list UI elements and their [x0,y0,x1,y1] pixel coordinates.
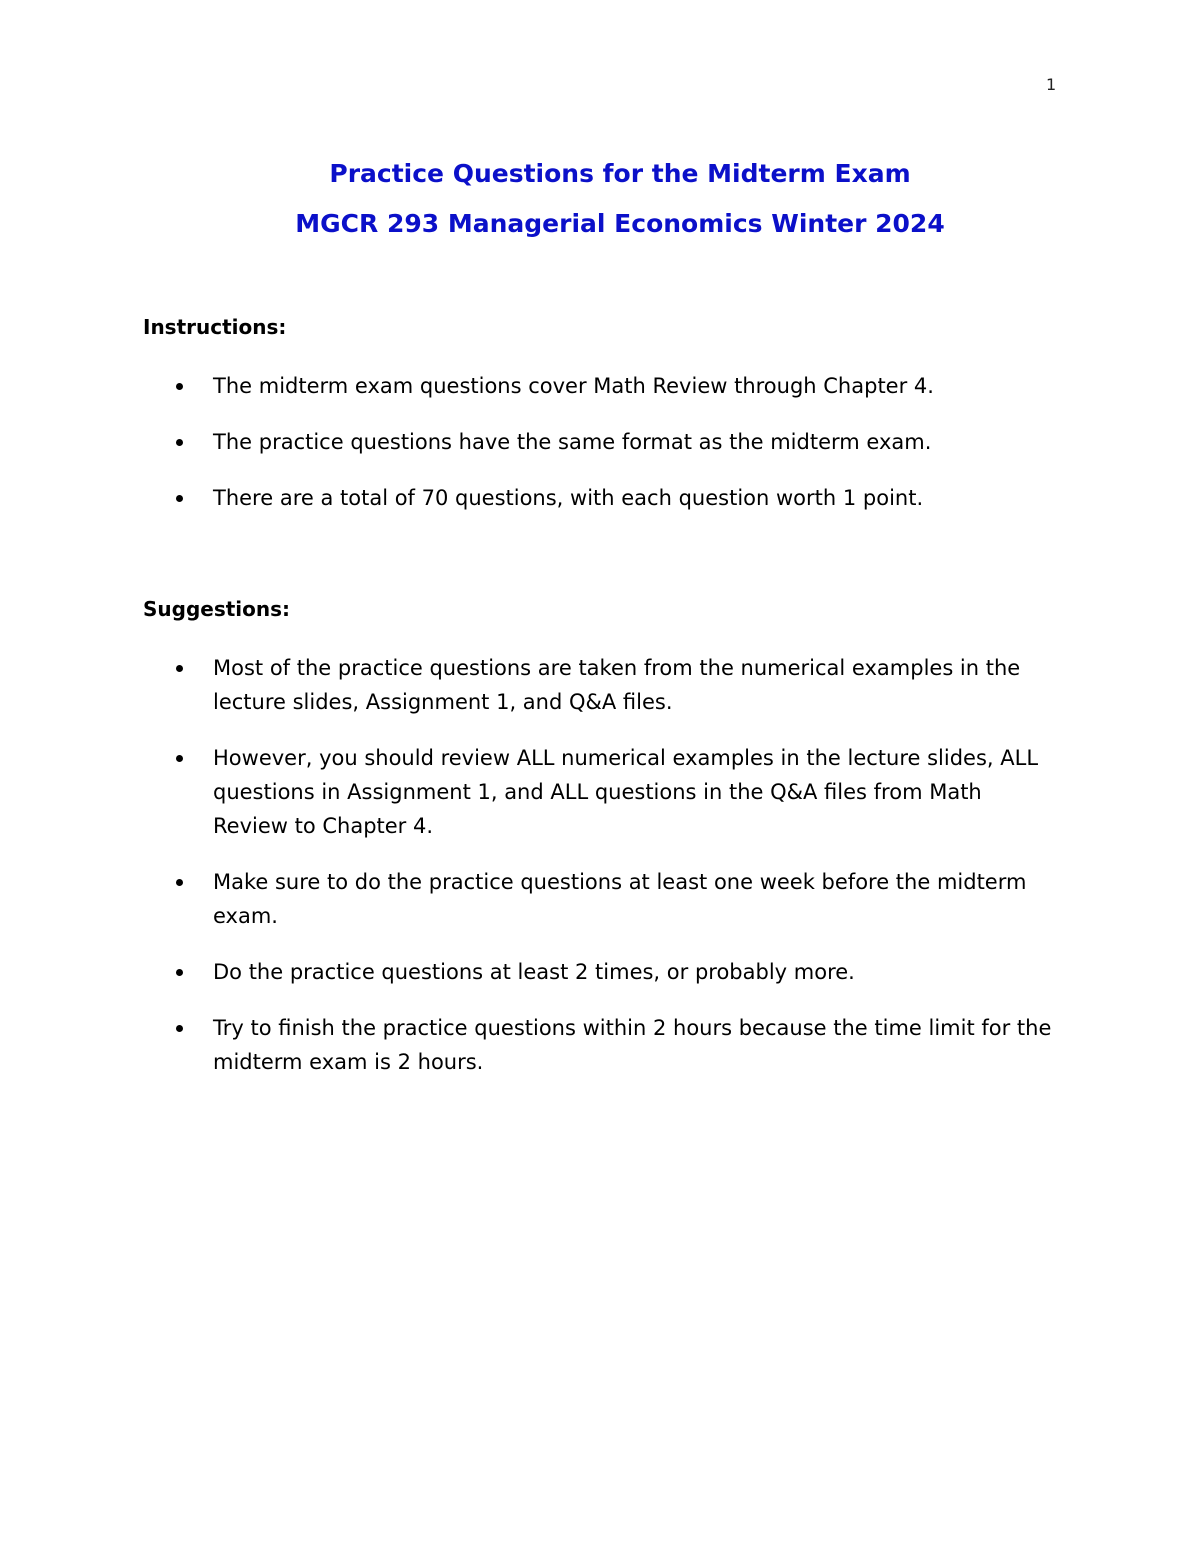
bullet-icon [176,439,183,446]
instructions-list [143,369,1063,515]
list-item [143,1011,1063,1079]
list-item [143,481,1063,515]
list-item [143,425,1063,459]
list-item-text: Do the practice questions at least 2 times, or probably more. [213,960,855,984]
list-item-text: The midterm exam questions cover Math Review through Chapter 4. [213,374,934,398]
list-item-text: Most of the practice questions are taken from the numerical examples in the lecture slides, Assignment 1, and Q&A files. [213,656,1021,714]
bullet-icon [176,383,183,390]
title-line-2: MGCR 293 Managerial Economics Winter 2024 [295,209,945,238]
page-number: 1 [1046,75,1057,94]
list-item-text: There are a total of 70 questions, with each question worth 1 point. [213,486,924,510]
list-item-text: Make sure to do the practice questions at least one week before the midterm exam. [213,870,1027,928]
list-item-text: The practice questions have the same format as the midterm exam. [213,430,932,454]
suggestions-heading: Suggestions: [143,597,291,621]
list-item [143,741,1063,843]
list-item [143,955,1063,989]
list-item-text: Try to finish the practice questions within 2 hours because the time limit for the midterm exam is 2 hours. [213,1016,1052,1074]
list-item [143,369,1063,403]
bullet-icon [176,495,183,502]
bullet-icon [176,879,183,886]
suggestions-list [143,651,1063,1079]
list-item [143,651,1063,719]
list-item [143,865,1063,933]
title-line-1: Practice Questions for the Midterm Exam [329,159,911,188]
bullet-icon [176,1025,183,1032]
instructions-heading: Instructions: [143,315,287,339]
suggestions-section [143,595,1063,1101]
instructions-section [143,313,1063,537]
document-title [0,152,1200,252]
bullet-icon [176,665,183,672]
bullet-icon [176,969,183,976]
list-item-text: However, you should review ALL numerical examples in the lecture slides, ALL questions in Assignment 1, and ALL questions in the Q&A files from Math Review to Chapter 4. [213,746,1039,838]
bullet-icon [176,755,183,762]
